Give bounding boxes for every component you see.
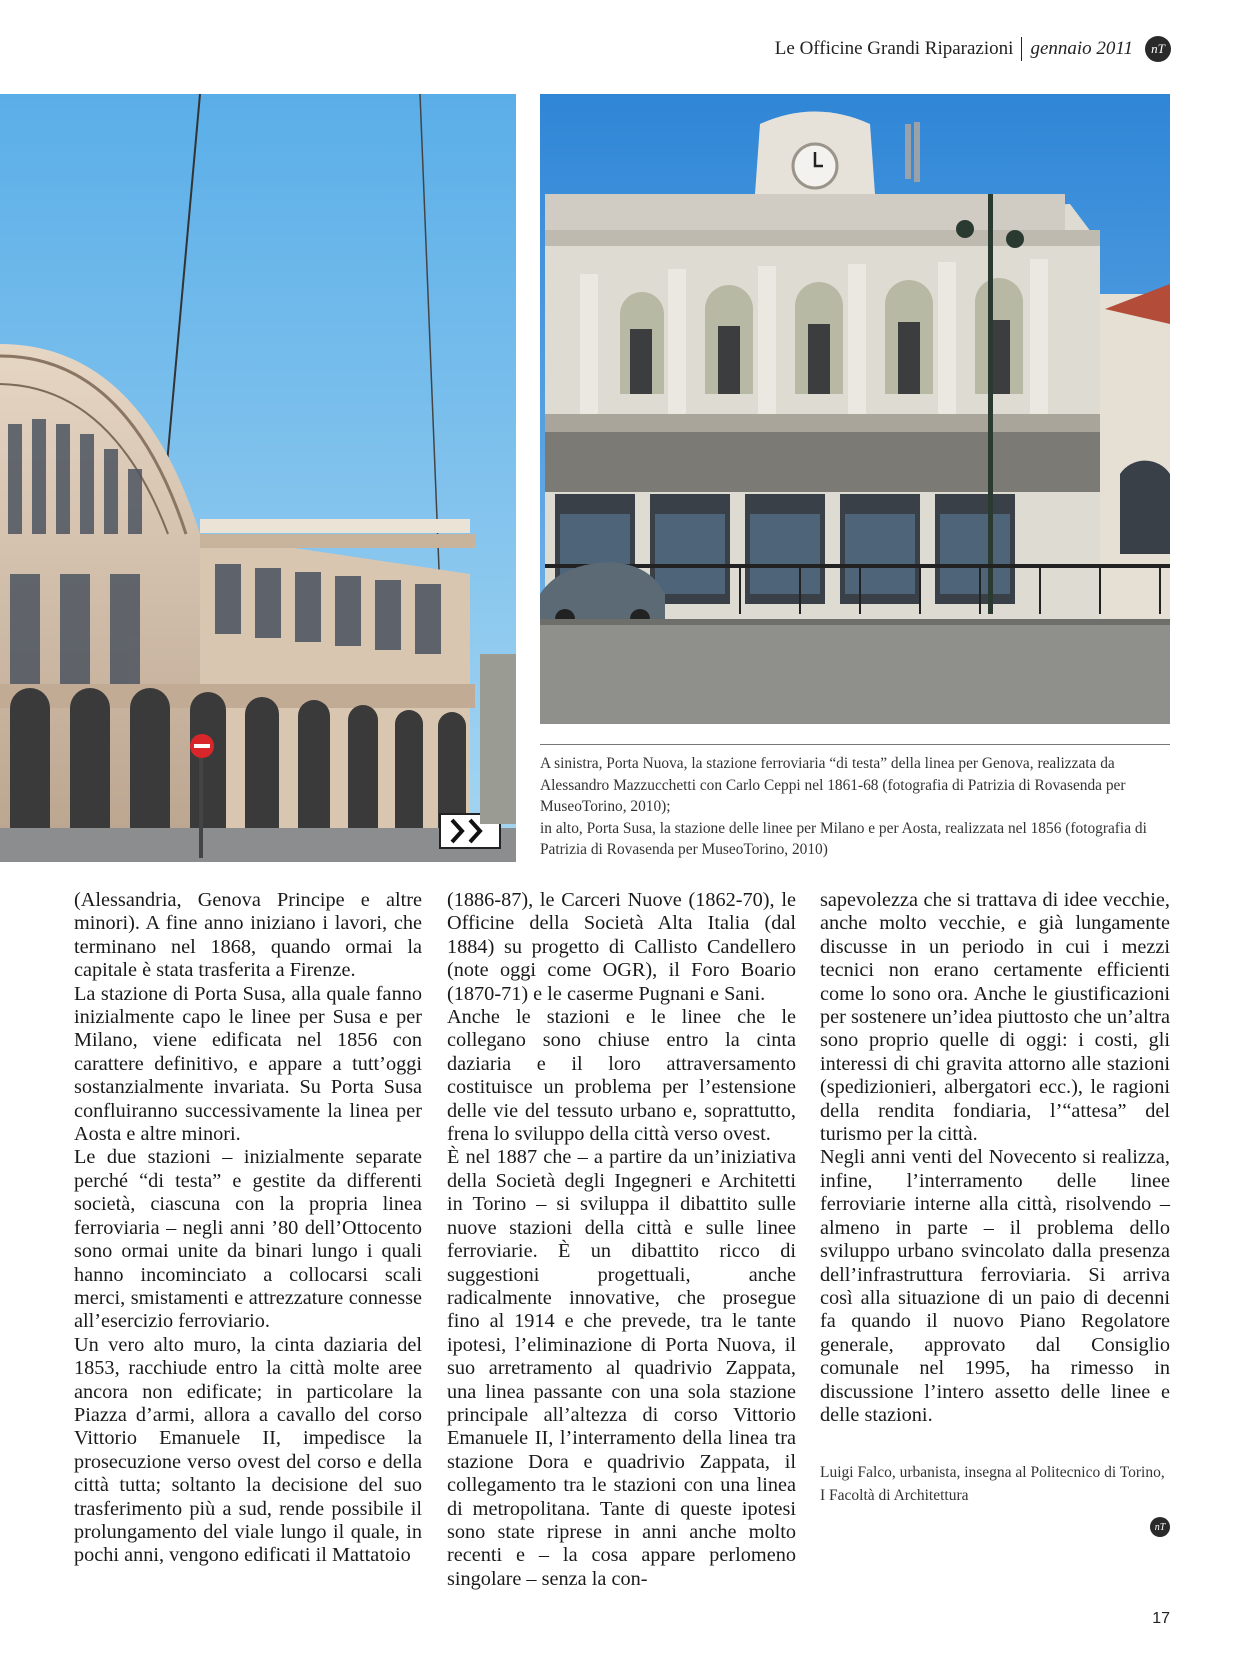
paragraph: Negli anni venti del Novecento si realizza, infine, l’interramento delle linee ferroviarie interne alla città, risolvendo – almeno in parte – il problema dello sviluppo urbano svincolato dalla presenza dell’infrastruttura ferroviaria. Si arriva così alla situazione di un paio di decenni fa quando il nuovo Piano Regolatore generale, approvato dal Consiglio comunale nel 1995, ha rimesso in discussione l’intero assetto delle linee e delle stazioni. bbox=[820, 1146, 1170, 1426]
issue-date: gennaio 2011 bbox=[1030, 38, 1133, 59]
paragraph: sapevolezza che si trattava di idee vecchie, anche molto vecchie, e già lungamente discusse in un periodo in cui i mezzi tecnici non erano certamente efficienti come lo sono ora. Anche le giustificazioni per sostenere un’idea piuttosto che un’altra sono proprio quelle di oggi: i costi, gli interessi di chi gravita attorno alle stazioni (spedizionieri, albergatori ecc.), le ragioni della rendita fondiaria, l’“attesa” del turismo per la città. bbox=[820, 889, 1170, 1146]
photo-porta-susa bbox=[540, 94, 1170, 724]
text-column-2 bbox=[447, 889, 796, 1591]
caption-line: in alto, Porta Susa, la stazione delle linee per Milano e per Aosta, realizzata nel 1856 (fotografia di Patrizia di Rovasenda per MuseoTorino, 2010) bbox=[540, 819, 1147, 858]
magazine-logo-icon: nT bbox=[1145, 36, 1171, 62]
end-logo-icon: nT bbox=[1150, 1517, 1170, 1537]
paragraph: (Alessandria, Genova Principe e altre minori). A fine anno iniziano i lavori, che terminano nel 1868, quando ormai la capitale è stata trasferita a Firenze. bbox=[74, 889, 422, 982]
text-column-1 bbox=[74, 889, 422, 1568]
paragraph: Le due stazioni – inizialmente separate perché “di testa” e gestite da differenti società, ciascuna con la propria linea ferroviaria – negli anni ’80 dell’Ottocento sono ormai unite da binari lungo i quali hanno incominciato a collocarsi scali merci, smistamenti e attrezzature connesse all’esercizio ferroviario. bbox=[74, 1146, 422, 1333]
end-mark bbox=[820, 1517, 1170, 1537]
author-note: Luigi Falco, urbanista, insegna al Politecnico di Torino, I Facoltà di Architettura bbox=[820, 1464, 1165, 1505]
caption-line: A sinistra, Porta Nuova, la stazione ferroviaria “di testa” della linea per Genova, realizzata da Alessandro Mazzucchetti con Carlo Ceppi nel 1861-68 (fotografia di Patrizia di Rovasenda per MuseoTorino, 2010); bbox=[540, 755, 1126, 815]
running-header bbox=[775, 34, 1171, 64]
paragraph: Anche le stazioni e le linee che le collegano sono chiuse entro la cinta daziaria e il loro attraversamento costituisce un problema per l’estensione delle vie del tessuto urbano e, soprattutto, frena lo sviluppo della città verso ovest. bbox=[447, 1006, 796, 1146]
photo-caption bbox=[540, 744, 1170, 861]
header-divider bbox=[1021, 37, 1022, 61]
paragraph: La stazione di Porta Susa, alla quale fanno inizialmente capo le linee per Susa e per Milano, viene edificata nel 1856 con carattere definitivo, e appare a tutt’oggi sostanzialmente invariata. Su Porta Susa confluiranno successivamente la linea per Aosta e altre minori. bbox=[74, 982, 422, 1146]
text-column-3 bbox=[820, 889, 1170, 1537]
paragraph: Un vero alto muro, la cinta daziaria del 1853, racchiude entro la città molte aree ancora non edificate; in particolare la Piazza d’armi, allora a cavallo del corso Vittorio Emanuele II, impedisce la prosecuzione verso ovest del corso e della città tutta; soltanto la decisione del suo trasferimento più a sud, rende possibile il prolungamento del viale lungo il quale, in pochi anni, vengono edificati il Mattatoio bbox=[74, 1333, 422, 1567]
page-number: 17 bbox=[1152, 1610, 1170, 1627]
photo-porta-nuova bbox=[0, 94, 516, 862]
paragraph: (1886-87), le Carceri Nuove (1862-70), le Officine della Società Alta Italia (dal 1884) su progetto di Callisto Candellero (note oggi come OGR), il Foro Boario (1870-71) e le caserme Pugnani e Sani. bbox=[447, 889, 796, 1005]
paragraph: È nel 1887 che – a partire da un’iniziativa della Società degli Ingegneri e Architetti in Torino – si sviluppa il dibattito sulle nuove stazioni della città e sulle linee ferroviarie. È un dibattito ricco di suggestioni progettuali, anche radicalmente innovative, che prosegue fino al 1914 e che prevede, tra le tante ipotesi, l’eliminazione di Porta Nuova, il suo arretramento al quadrivio Zappata, una linea passante con una sola stazione principale all’altezza di corso Vittorio Emanuele II, l’interramento della linea tra stazione Dora e quadrivio Zappata, il collegamento tra le stazioni con una linea di metropolitana. Tante di queste ipotesi sono state riprese in anni anche molto recenti e – la cosa appare perlomeno singolare – senza la con- bbox=[447, 1146, 796, 1590]
magazine-section-title: Le Officine Grandi Riparazioni bbox=[774, 38, 1014, 59]
